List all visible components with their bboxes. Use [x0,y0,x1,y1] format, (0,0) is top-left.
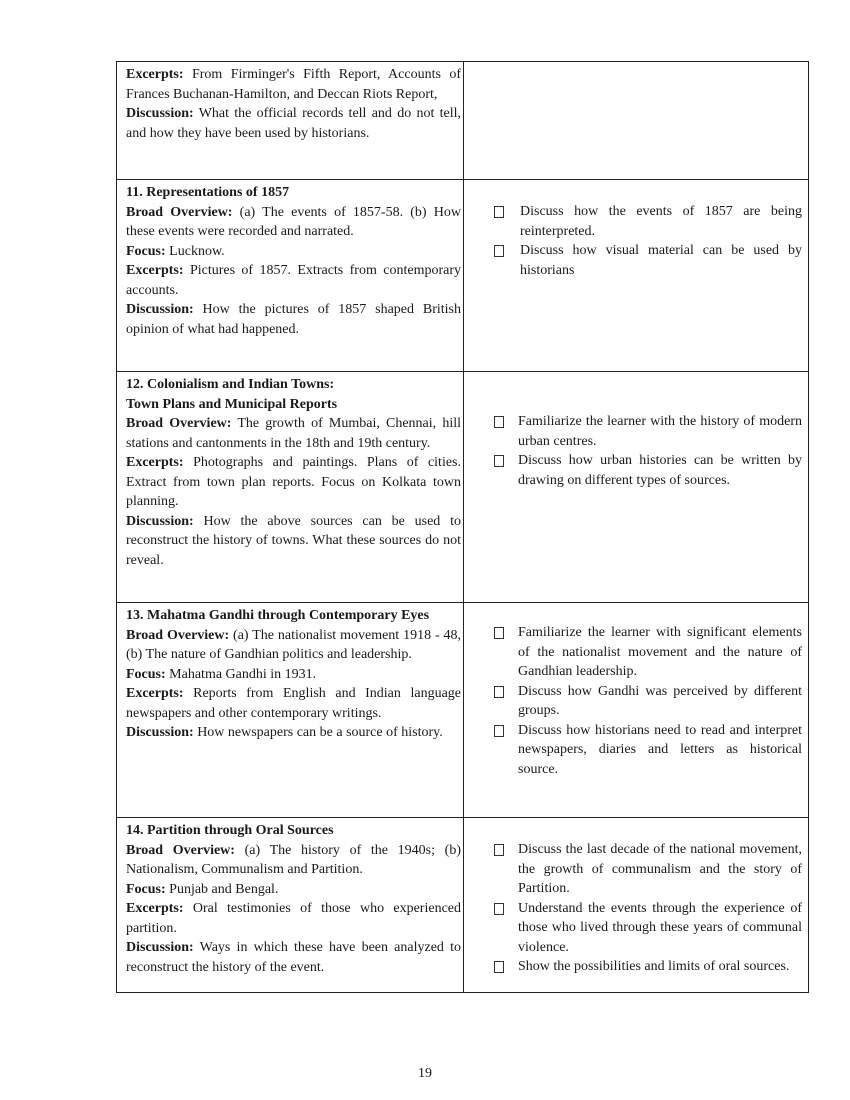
discussion-paragraph [126,723,461,743]
focus-text: Lucknow. [165,243,225,259]
objectives-list [464,840,802,977]
unit-title: 13. Mahatma Gandhi through Contemporary Eyes [126,608,430,623]
bullet-box-icon [494,416,504,428]
excerpts-text: Oral testimonies of those who experienced partition. [126,901,461,936]
excerpts-text: Reports from English and Indian language newspapers and other contemporary writings. [126,686,461,721]
unit-description-cell [117,62,464,179]
bullet-box-icon [494,455,504,467]
bullet-box-icon [494,903,504,915]
list-item [464,241,802,280]
list-item [464,899,802,958]
syllabus-table [116,61,809,993]
bullet-box-icon [494,686,504,698]
objective-text: Familiarize the learner with significant elements of the nationalist movement and the nature of Gandhian leadership. [518,625,802,679]
list-item [464,840,802,899]
discussion-label: Discussion: [126,513,194,529]
unit-description-cell [117,818,464,992]
excerpts-label: Excerpts: [126,686,184,701]
discussion-text: Ways in which these have been analyzed to reconstruct the history of the event. [126,940,461,975]
table-row [117,62,808,180]
excerpts-label: Excerpts: [126,67,184,82]
focus-text: Mahatma Gandhi in 1931. [165,666,317,682]
learning-objectives-cell [464,180,808,371]
learning-objectives-cell [464,818,808,992]
list-item [464,721,802,780]
page-number: 19 [418,1066,432,1081]
discussion-text: How the above sources can be used to reconstruct the history of towns. What these sources do not reveal. [126,513,461,568]
excerpts-text: Photographs and paintings. Plans of cities. Extract from town plan reports. Focus on Kolkata town planning. [126,455,461,509]
discussion-paragraph [126,104,461,143]
bullet-box-icon [494,245,504,257]
bullet-box-icon [494,961,504,973]
learning-objectives-cell [464,603,808,817]
overview-label: Broad Overview: [126,204,233,220]
discussion-paragraph [126,512,461,571]
objective-text: Discuss how historians need to read and interpret newspapers, diaries and letters as historical source. [518,722,802,777]
discussion-paragraph [126,300,461,339]
list-item [464,957,802,977]
unit-description-cell [117,180,464,371]
focus-paragraph [126,880,461,900]
overview-label: Broad Overview: [126,416,232,431]
list-item [464,202,802,241]
focus-paragraph [126,665,461,685]
focus-text: Punjab and Bengal. [165,881,279,897]
objective-text: Discuss how visual material can be used by historians [520,243,802,278]
objective-text: Understand the events through the experience of those who lived through these years of communal violence. [518,900,802,955]
overview-text: (a) The history of the 1940s; (b) Nationalism, Communalism and Partition. [126,842,461,877]
objective-text: Discuss how urban histories can be written by drawing on different types of sources. [518,453,802,488]
focus-label: Focus: [126,881,166,897]
excerpts-label: Excerpts: [126,455,184,470]
objectives-list [464,412,802,490]
table-row [117,180,808,372]
excerpts-text: From Firminger's Fifth Report, Accounts of Frances Buchanan-Hamilton, and Deccan Riots Report, [126,67,461,102]
excerpts-paragraph [126,261,461,300]
excerpts-text: Pictures of 1857. Extracts from contemporary accounts. [126,263,461,298]
overview-paragraph [126,841,461,880]
overview-paragraph [126,414,461,453]
table-row [117,603,808,818]
excerpts-label: Excerpts: [126,901,184,916]
excerpts-paragraph [126,899,461,938]
discussion-text: How newspapers can be a source of history. [193,725,443,740]
excerpts-paragraph [126,684,461,723]
discussion-label: Discussion: [126,106,194,121]
discussion-label: Discussion: [126,725,194,740]
objective-text: Discuss the last decade of the national movement, the growth of communalism and the story of Partition. [518,842,802,896]
table-row [117,818,808,992]
overview-label: Broad Overview: [126,842,235,858]
excerpts-label: Excerpts: [126,263,184,278]
unit-subtitle: Town Plans and Municipal Reports [126,396,338,412]
overview-text: The growth of Mumbai, Chennai, hill stations and cantonments in the 18th and 19th century. [126,416,461,451]
objective-text: Discuss how the events of 1857 are being reinterpreted. [520,204,802,239]
objective-text: Discuss how Gandhi was perceived by different groups. [518,683,802,718]
focus-paragraph [126,242,461,262]
overview-text: (a) The events of 1857-58. (b) How these events were recorded and narrated. [126,204,462,239]
excerpts-paragraph [126,65,461,104]
bullet-box-icon [494,627,504,639]
overview-paragraph [126,203,461,242]
unit-description-cell [117,603,464,817]
bullet-box-icon [494,725,504,737]
discussion-paragraph [126,938,461,977]
list-item [464,451,802,490]
learning-objectives-cell [464,62,808,179]
discussion-label: Discussion: [126,940,194,955]
objective-text: Familiarize the learner with the history of modern urban centres. [518,414,802,449]
unit-title: 11. Representations of 1857 [126,185,290,200]
overview-paragraph [126,626,461,665]
table-row [117,372,808,603]
unit-title: 14. Partition through Oral Sources [126,823,334,838]
discussion-text: What the official records tell and do not tell, and how they have been used by historians. [126,106,461,141]
unit-description-cell [117,372,464,602]
objective-text: Show the possibilities and limits of oral sources. [518,959,790,974]
overview-label: Broad Overview: [126,627,230,643]
objectives-list [464,623,802,779]
learning-objectives-cell [464,372,808,602]
excerpts-paragraph [126,453,461,512]
unit-title: 12. Colonialism and Indian Towns: [126,377,335,392]
objectives-list [464,202,802,280]
bullet-box-icon [494,844,504,856]
overview-text: (a) The nationalist movement 1918 - 48, (b) The nature of Gandhian politics and leadership. [126,627,461,662]
focus-label: Focus: [126,666,166,682]
discussion-label: Discussion: [126,302,194,317]
list-item [464,682,802,721]
list-item [464,623,802,682]
focus-label: Focus: [126,243,166,259]
discussion-text: How the pictures of 1857 shaped British opinion of what had happened. [126,302,461,337]
list-item [464,412,802,451]
bullet-box-icon [494,206,504,218]
